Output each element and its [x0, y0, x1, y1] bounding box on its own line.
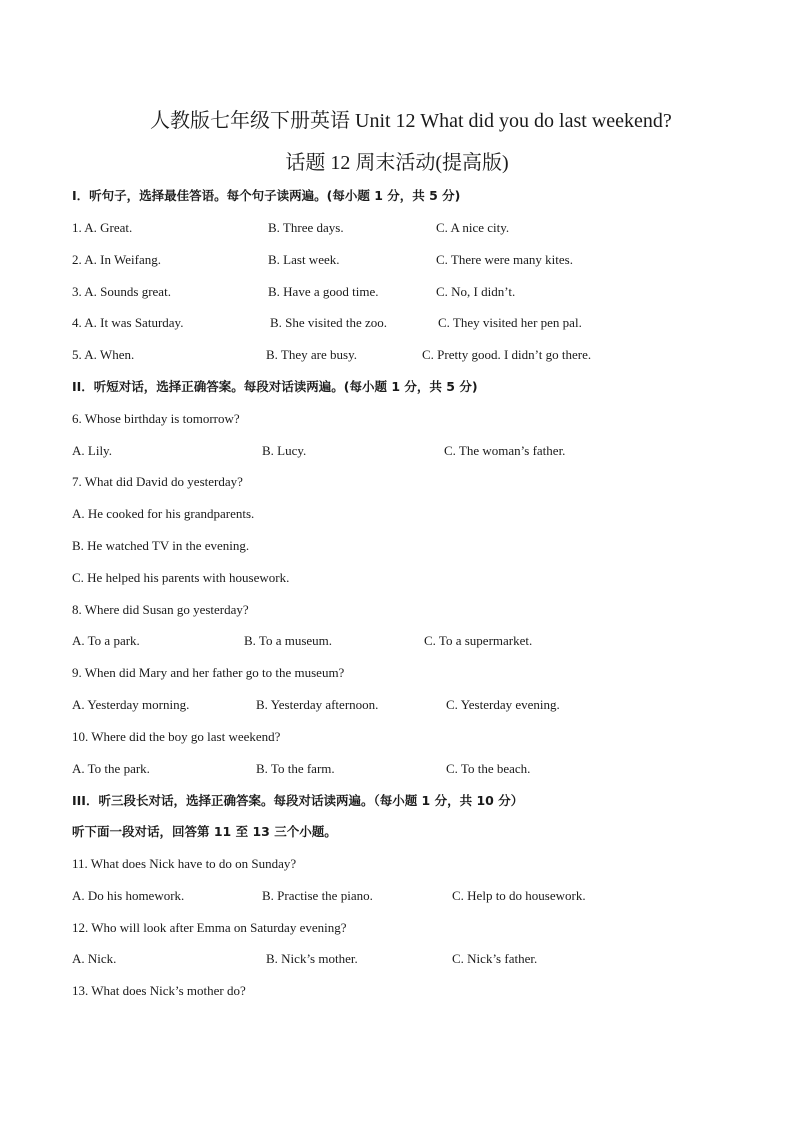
q2-option-c: C. There were many kites.: [436, 252, 573, 267]
q11-option-c: C. Help to do housework.: [452, 888, 586, 903]
q1-option-b: B. Three days.: [268, 220, 344, 235]
q8-stem: 8. Where did Susan go yesterday?: [72, 602, 249, 617]
q9-stem: 9. When did Mary and her father go to the museum?: [72, 665, 345, 680]
q8-option-a: A. To a park.: [72, 633, 140, 648]
q12-option-a: A. Nick.: [72, 951, 117, 966]
q4-option-a: 4. A. It was Saturday.: [72, 315, 184, 330]
q7-option-a: A. He cooked for his grandparents.: [72, 506, 255, 521]
q8-option-b: B. To a museum.: [244, 633, 333, 648]
q4-option-b: B. She visited the zoo.: [270, 315, 387, 330]
q3-option-c: C. No, I didn’t.: [436, 284, 516, 299]
q6-stem: 6. Whose birthday is tomorrow?: [72, 411, 240, 426]
q3-option-a: 3. A. Sounds great.: [72, 284, 171, 299]
q11-option-a: A. Do his homework.: [72, 888, 185, 903]
document-title: 人教版七年级下册英语 Unit 12 What did you do last weekend?: [150, 110, 672, 132]
section-1-heading: I．听句子，选择最佳答语。每个句子读两遍。(每小题 1 分，共 5 分): [72, 188, 461, 203]
q11-option-b: B. Practise the piano.: [262, 888, 373, 903]
q10-option-a: A. To the park.: [72, 761, 150, 776]
q6-option-c: C. The woman’s father.: [444, 443, 566, 458]
q10-option-c: C. To the beach.: [446, 761, 531, 776]
q12-option-c: C. Nick’s father.: [452, 951, 538, 966]
q8-option-c: C. To a supermarket.: [424, 633, 533, 648]
q9-option-b: B. Yesterday afternoon.: [256, 697, 379, 712]
q9-option-a: A. Yesterday morning.: [72, 697, 190, 712]
q7-option-b: B. He watched TV in the evening.: [72, 538, 250, 553]
section-3-heading: III．听三段长对话，选择正确答案。每段对话读两遍。（每小题 1 分，共 10 分）: [72, 793, 524, 808]
q2-option-b: B. Last week.: [268, 252, 340, 267]
q9-option-c: C. Yesterday evening.: [446, 697, 560, 712]
q11-stem: 11. What does Nick have to do on Sunday?: [72, 856, 297, 871]
q10-stem: 10. Where did the boy go last weekend?: [72, 729, 281, 744]
q4-option-c: C. They visited her pen pal.: [438, 315, 582, 330]
document-subtitle: 话题 12 周末活动(提高版): [285, 152, 509, 174]
q6-option-b: B. Lucy.: [262, 443, 307, 458]
q10-option-b: B. To the farm.: [256, 761, 335, 776]
q6-option-a: A. Lily.: [72, 443, 112, 458]
q7-option-c: C. He helped his parents with housework.: [72, 570, 290, 585]
q2-option-a: 2. A. In Weifang.: [72, 252, 161, 267]
q5-option-b: B. They are busy.: [266, 347, 357, 362]
q1-option-a: 1. A. Great.: [72, 220, 133, 235]
q3-option-b: B. Have a good time.: [268, 284, 379, 299]
q5-option-c: C. Pretty good. I didn’t go there.: [422, 347, 592, 362]
q12-stem: 12. Who will look after Emma on Saturday evening?: [72, 920, 347, 935]
section-2-heading: II．听短对话，选择正确答案。每段对话读两遍。(每小题 1 分，共 5 分): [72, 379, 478, 394]
q12-option-b: B. Nick’s mother.: [266, 951, 358, 966]
q7-stem: 7. What did David do yesterday?: [72, 474, 243, 489]
q5-option-a: 5. A. When.: [72, 347, 135, 362]
q13-stem: 13. What does Nick’s mother do?: [72, 983, 246, 998]
q1-option-c: C. A nice city.: [436, 220, 510, 235]
section-3-note: 听下面一段对话，回答第 11 至 13 三个小题。: [72, 824, 337, 839]
